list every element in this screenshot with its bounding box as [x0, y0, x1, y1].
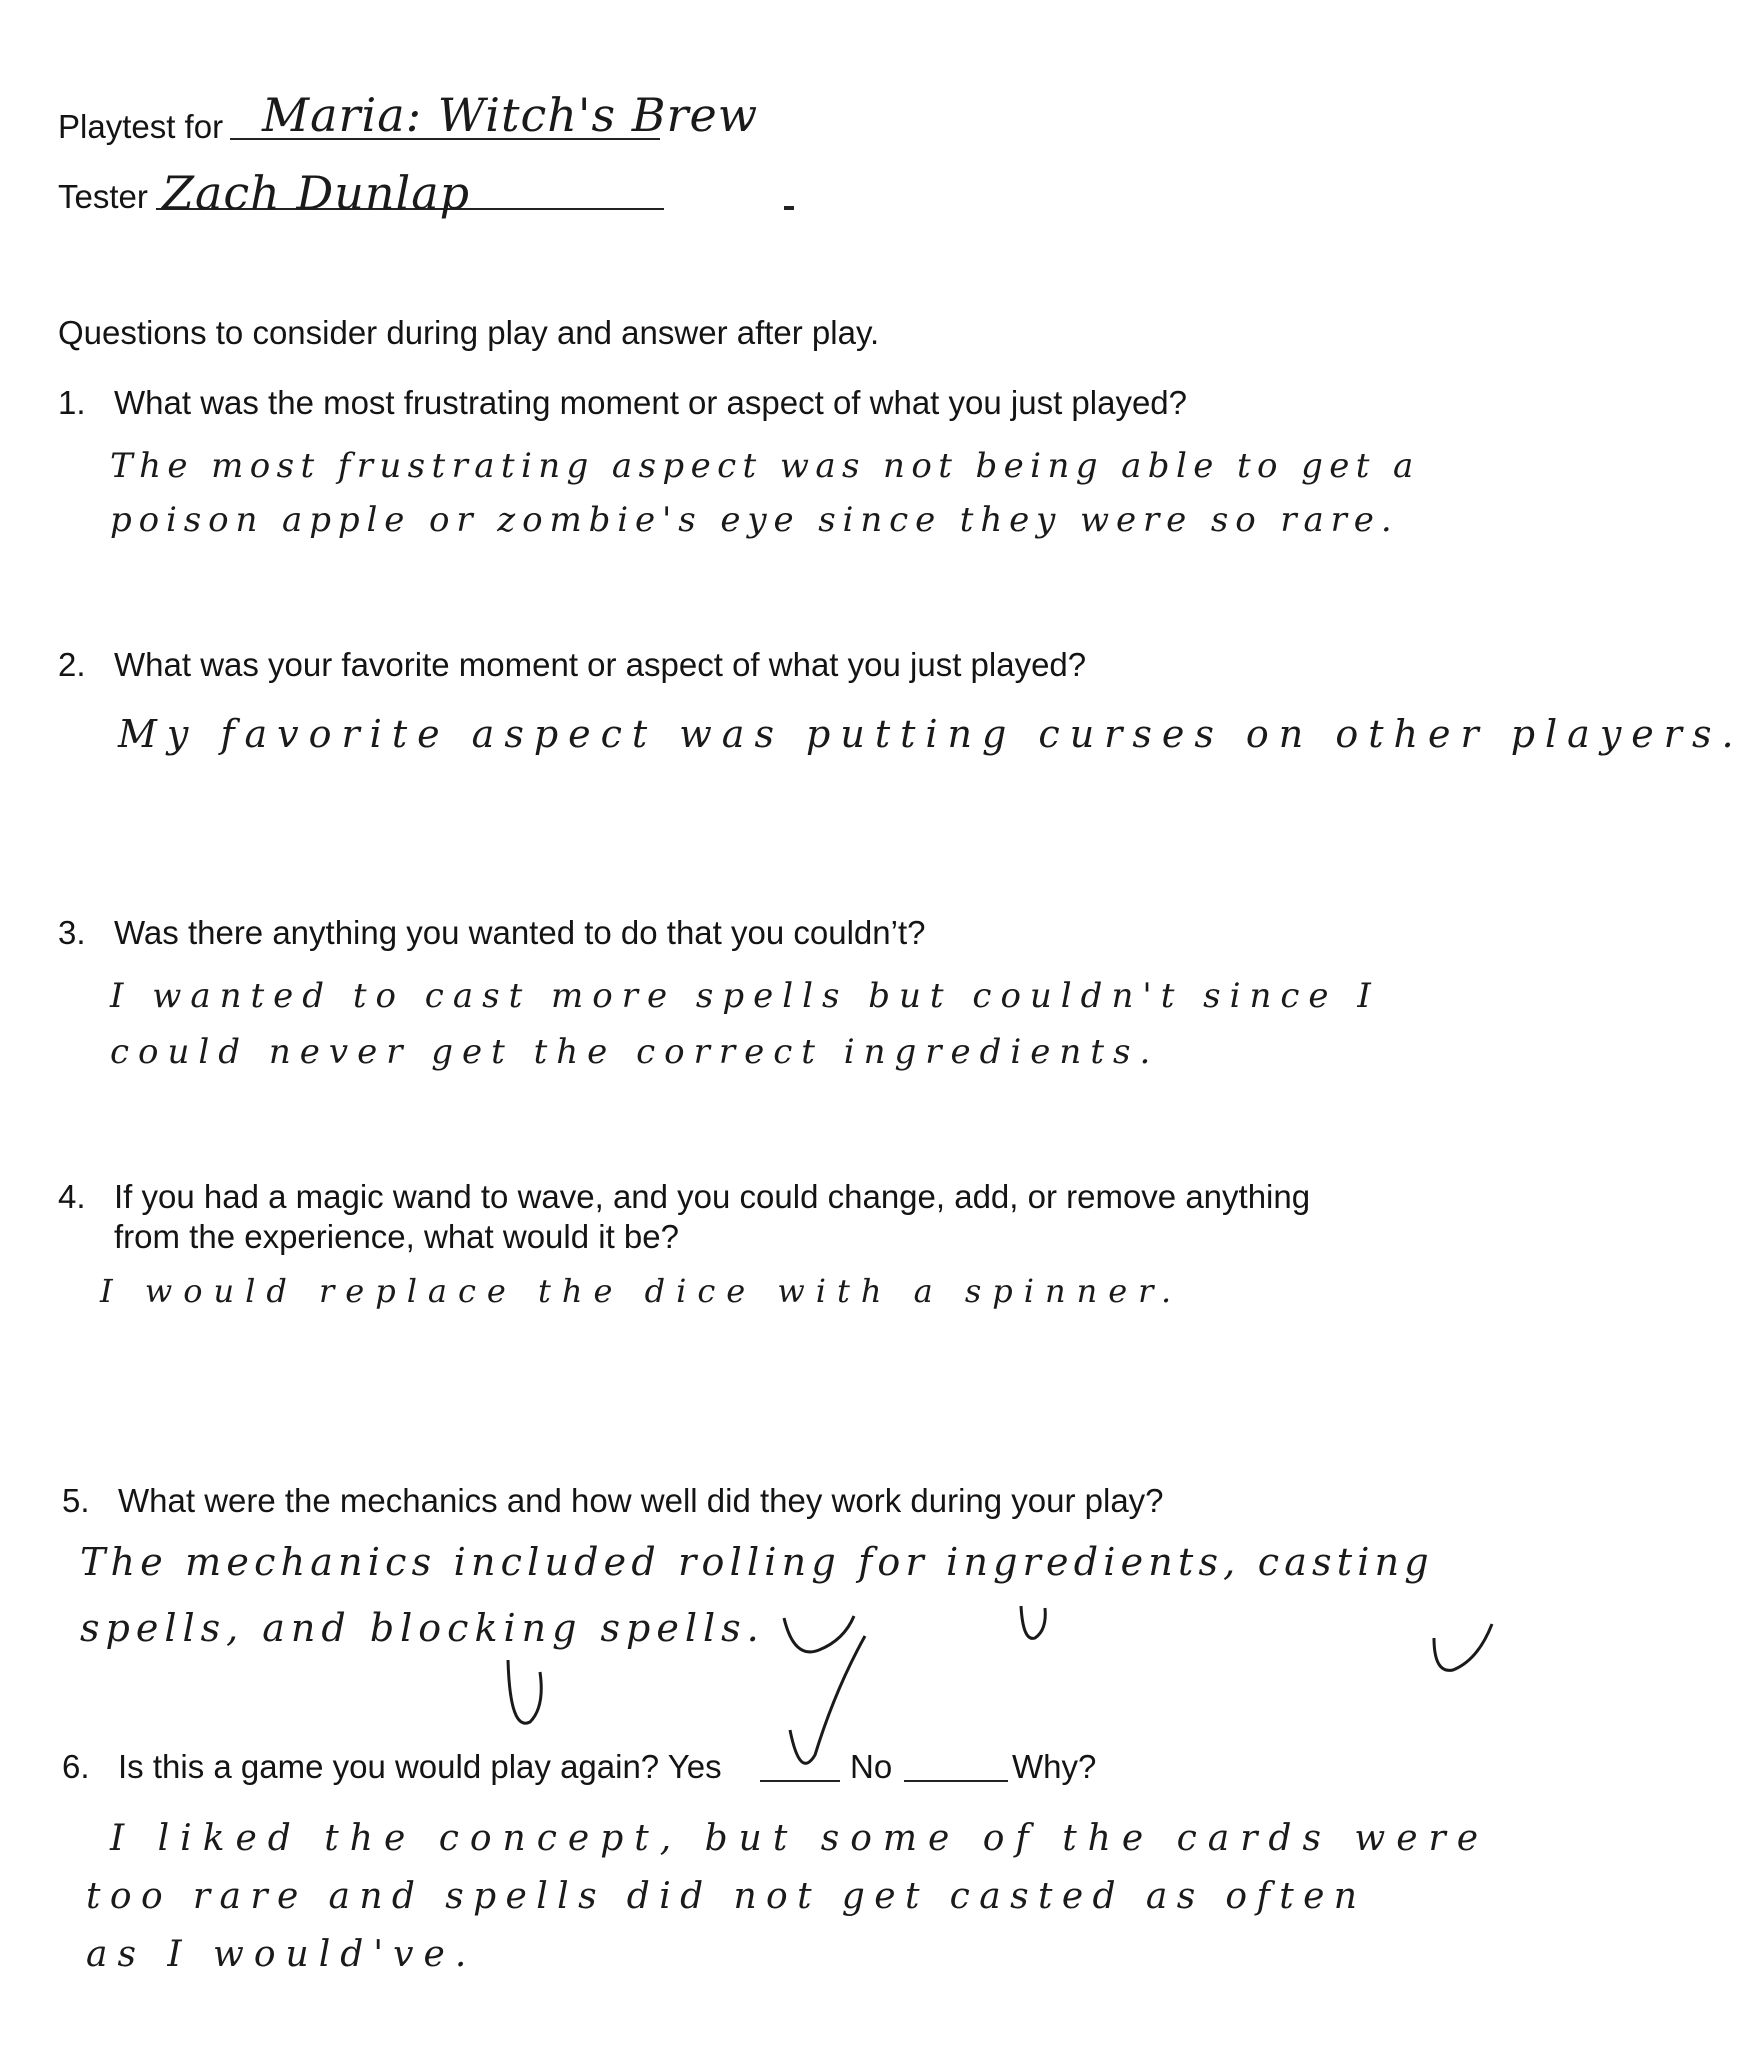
- question-5-number: 5.: [62, 1482, 90, 1519]
- question-4-number: 4.: [58, 1178, 86, 1215]
- tester-label: Tester: [58, 178, 148, 215]
- answer-5-line-2: spells, and blocking spells.: [80, 1606, 765, 1650]
- yes-blank: [760, 1780, 840, 1782]
- answer-2-line-1: My favorite aspect was putting curses on other players.: [118, 712, 1744, 756]
- question-1-number: 1.: [58, 384, 86, 421]
- question-1-text: What was the most frustrating moment or aspect of what you just played?: [114, 384, 1187, 421]
- stray-mark: [784, 206, 794, 210]
- question-4-text-line-1: If you had a magic wand to wave, and you could change, add, or remove anything: [114, 1178, 1311, 1215]
- answer-4-line-1: I would replace the dice with a spinner.: [100, 1272, 1183, 1310]
- no-blank: [904, 1780, 1008, 1782]
- intro-text: Questions to consider during play and answer after play.: [58, 314, 880, 351]
- answer-6-line-2: too rare and spells did not get casted as often: [86, 1876, 1367, 1917]
- playtest-label: Playtest for: [58, 108, 224, 145]
- answer-3-line-1: I wanted to cast more spells but couldn't since I: [110, 976, 1380, 1016]
- playtest-game-name: Maria: Witch's Brew: [262, 88, 759, 142]
- answer-1-line-2: poison apple or zombie's eye since they were so rare.: [110, 500, 1399, 540]
- check-mark-icon: [1428, 1620, 1498, 1680]
- why-label: Why?: [1012, 1748, 1097, 1785]
- answer-5-line-1: The mechanics included rolling for ingredients, casting: [80, 1540, 1434, 1584]
- question-5-text: What were the mechanics and how well did they work during your play?: [118, 1482, 1164, 1519]
- question-2-text: What was your favorite moment or aspect of what you just played?: [114, 646, 1087, 683]
- question-3-number: 3.: [58, 914, 86, 951]
- tester-name: Zach Dunlap: [162, 166, 471, 220]
- question-6-text: Is this a game you would play again? Yes: [118, 1748, 722, 1785]
- question-6-number: 6.: [62, 1748, 90, 1785]
- check-mark-icon: [1015, 1600, 1055, 1650]
- answer-6-line-3: as I would've.: [86, 1934, 477, 1975]
- answer-1-line-1: The most frustrating aspect was not being able to get a: [110, 446, 1420, 486]
- answer-6-line-1: I liked the concept, but some of the cards were: [110, 1818, 1490, 1859]
- check-mark-icon: [500, 1652, 560, 1742]
- answer-3-line-2: could never get the correct ingredients.: [110, 1032, 1160, 1072]
- no-label: No: [850, 1748, 893, 1785]
- question-4-text-line-2: from the experience, what would it be?: [114, 1218, 679, 1255]
- question-2-number: 2.: [58, 646, 86, 683]
- question-3-text: Was there anything you wanted to do that you couldn’t?: [114, 914, 926, 951]
